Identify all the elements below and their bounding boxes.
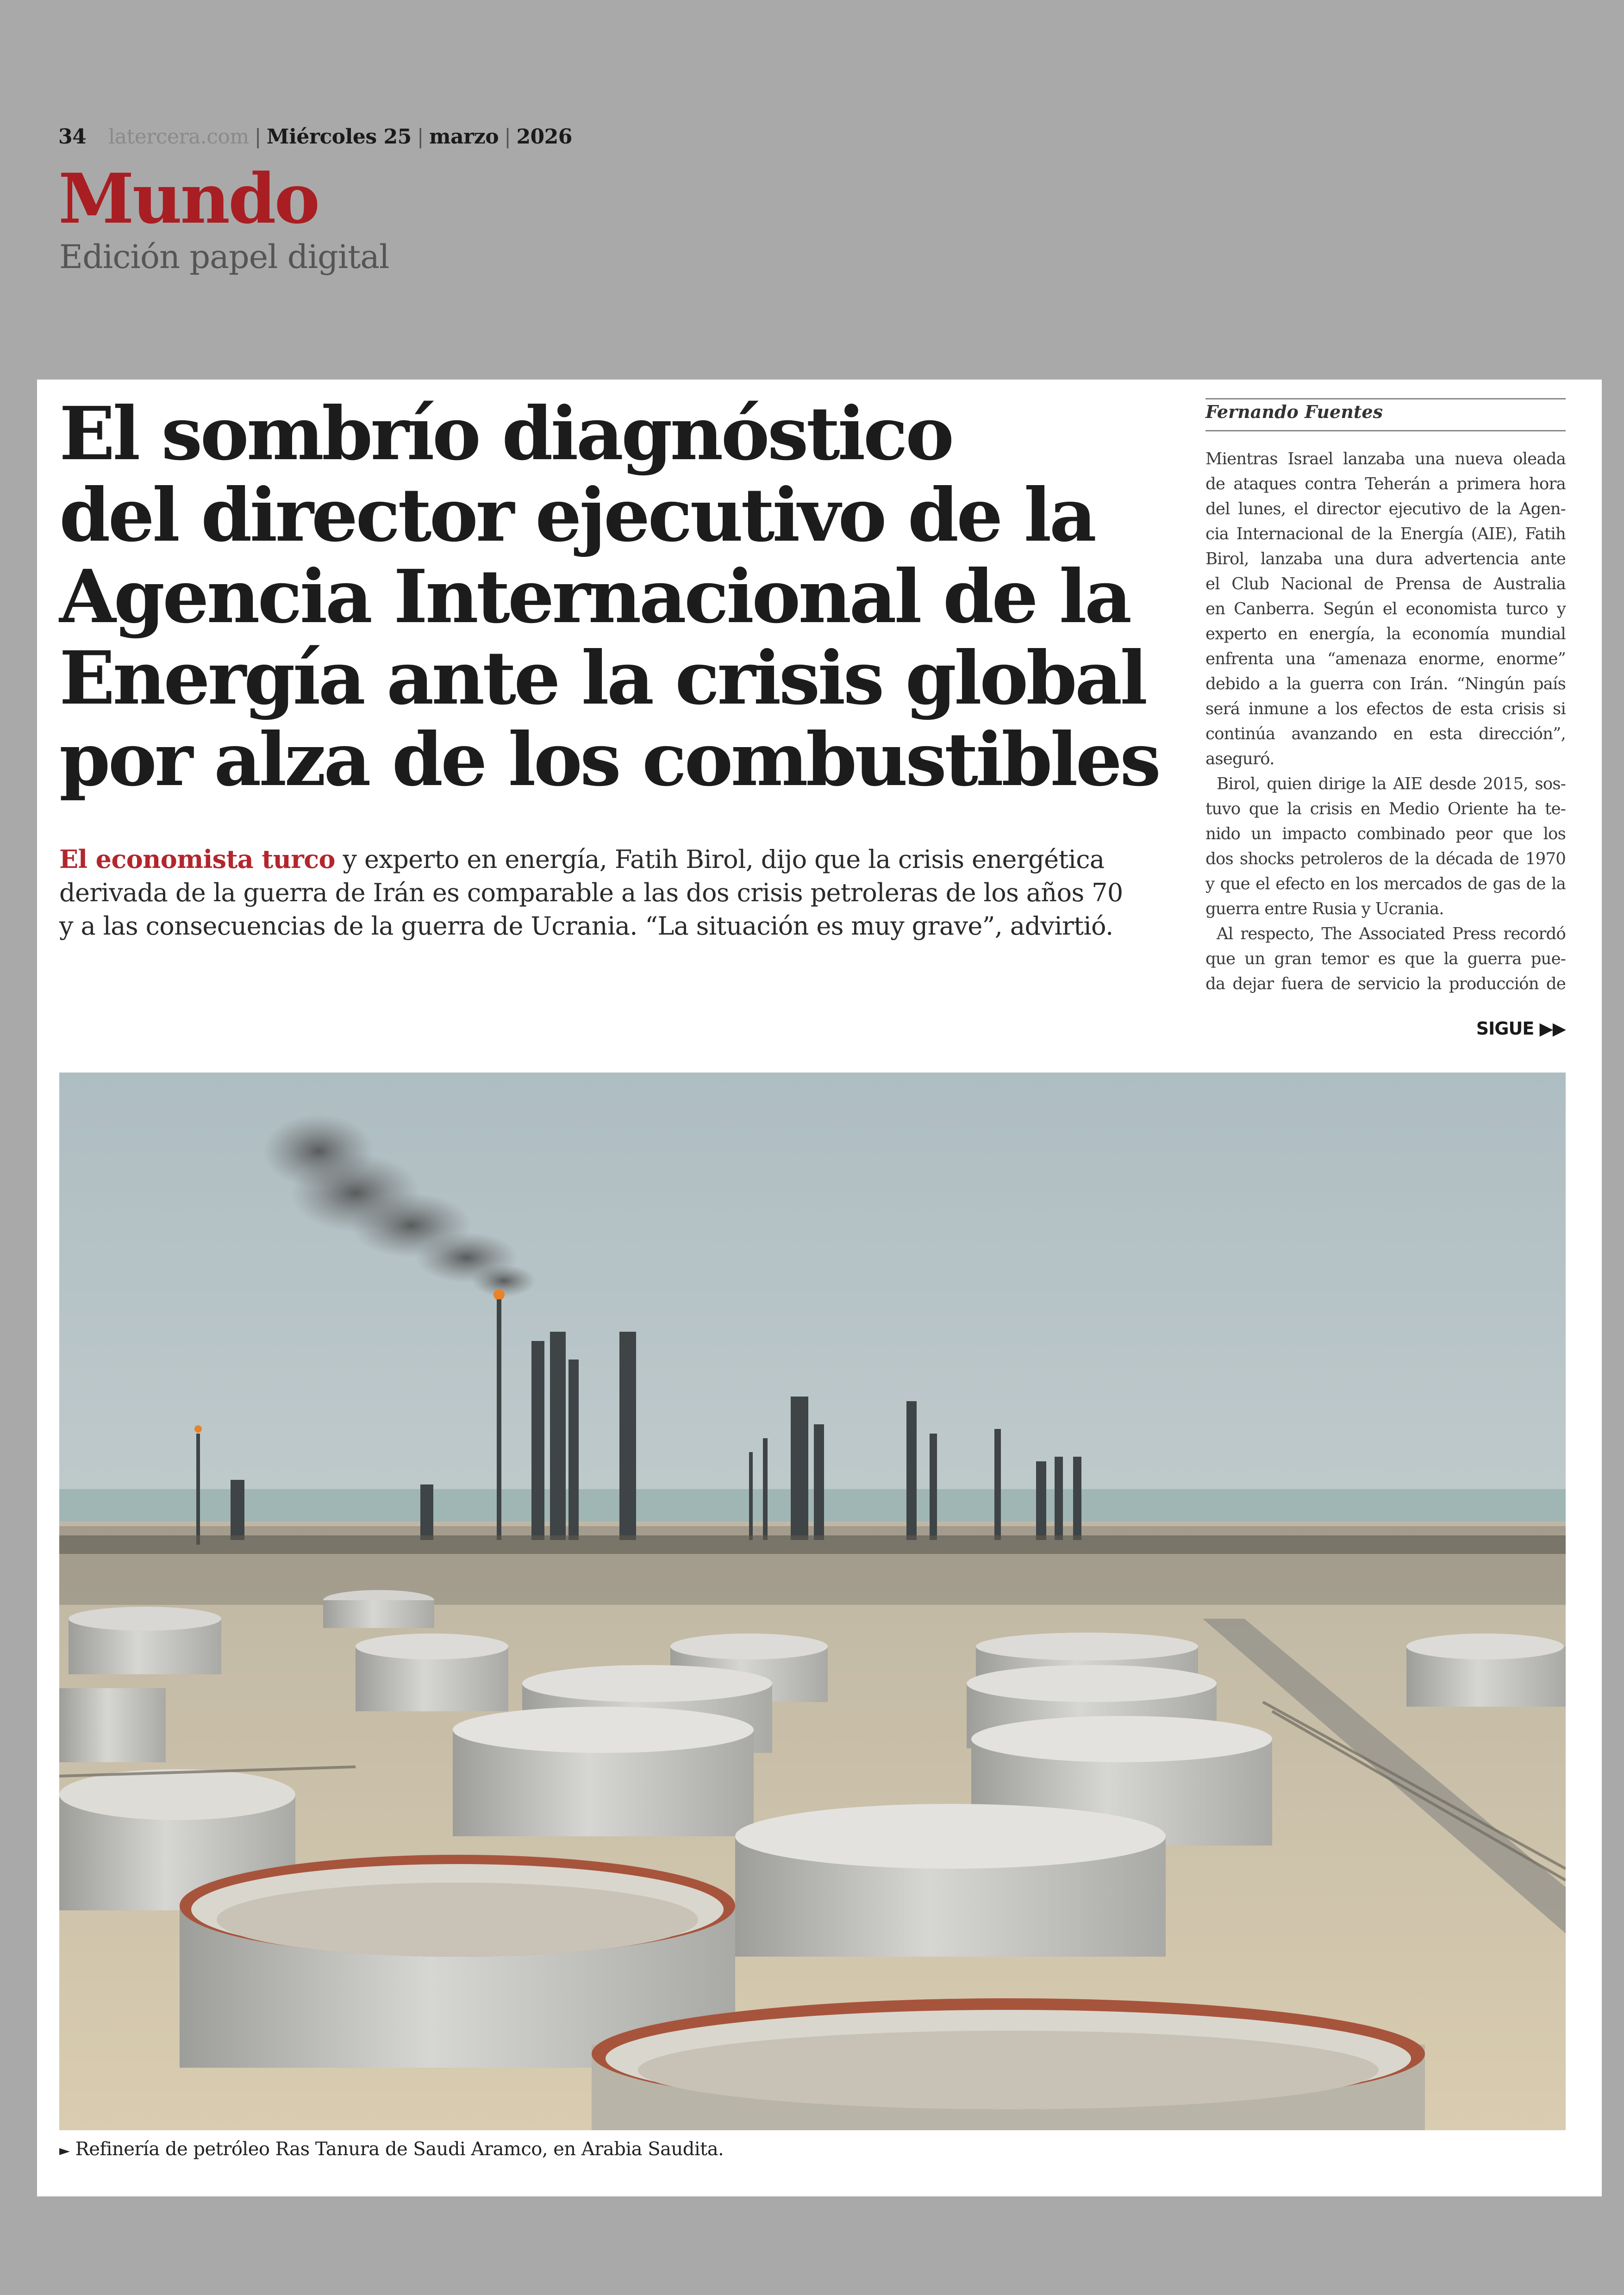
edition-label: Edición papel digital — [59, 238, 389, 276]
date-year: 2026 — [516, 125, 572, 149]
lead-text: y experto en energía, Fatih Birol, dijo que la crisis energética — [335, 845, 1105, 874]
lead-paragraph — [59, 842, 1180, 943]
body-line: debido a la guerra con Irán. “Ningún país — [1206, 674, 1566, 693]
body-line: Al respecto, The Associated Press recordó — [1217, 924, 1566, 943]
body-line: cia Internacional de la Energía (AIE), Fatih — [1206, 524, 1566, 543]
separator: | — [417, 125, 424, 149]
page-number: 34 — [58, 125, 87, 149]
article-panel — [37, 380, 1602, 2196]
body-line: tuvo que la crisis en Medio Oriente ha te- — [1206, 799, 1566, 818]
section-title: Mundo — [58, 158, 319, 239]
byline-block — [1206, 398, 1566, 431]
byline: Fernando Fuentes — [1206, 401, 1383, 422]
caption-text: Refinería de petróleo Ras Tanura de Saudi Aramco, en Arabia Saudita. — [75, 2139, 724, 2160]
date-weekday-day: Miércoles 25 — [266, 125, 412, 149]
body-line: del lunes, el director ejecutivo de la Agen- — [1206, 499, 1566, 518]
continue-link[interactable]: SIGUE ▶▶ — [1476, 1018, 1566, 1039]
page-header — [58, 125, 572, 149]
body-line: guerra entre Rusia y Ucrania. — [1206, 899, 1444, 918]
body-line: será inmune a los efectos de esta crisis si — [1206, 699, 1566, 718]
body-line: el Club Nacional de Prensa de Australia — [1206, 574, 1566, 593]
separator: | — [504, 125, 511, 149]
date-month: marzo — [429, 125, 499, 149]
photo-caption — [59, 2139, 724, 2160]
headline-line: Energía ante la crisis global — [59, 636, 1146, 721]
body-line: Mientras Israel lanzaba una nueva oleada — [1206, 449, 1566, 468]
body-line: Birol, lanzaba una dura advertencia ante — [1206, 549, 1566, 568]
lead-line — [59, 842, 1180, 876]
body-line: y que el efecto en los mercados de gas de la — [1206, 874, 1566, 893]
headline — [59, 393, 1189, 801]
refinery-photo — [59, 1073, 1566, 2130]
headline-line: Agencia Internacional de la — [59, 554, 1130, 640]
body-line: aseguró. — [1206, 749, 1274, 768]
body-text — [1206, 447, 1566, 997]
headline-line: El sombrío diagnóstico — [59, 391, 952, 477]
body-line: Birol, quien dirige la AIE desde 2015, sos- — [1217, 774, 1566, 793]
lead-line: y a las consecuencias de la guerra de Ucrania. “La situación es muy grave”, advirtió. — [59, 911, 1113, 941]
body-line: de ataques contra Teherán a primera hora — [1206, 474, 1566, 493]
caption-marker-icon: ► — [59, 2143, 70, 2159]
body-line: experto en energía, la economía mundial — [1206, 624, 1566, 643]
body-line: continúa avanzando en esta dirección”, — [1206, 724, 1566, 743]
lead-line: derivada de la guerra de Irán es comparable a las dos crisis petroleras de los años 70 — [59, 878, 1123, 907]
body-line: da dejar fuera de servicio la producción de — [1206, 974, 1566, 993]
body-line: nido un impacto combinado peor que los — [1206, 824, 1566, 843]
separator: | — [254, 125, 261, 149]
site-name[interactable]: latercera.com — [108, 125, 249, 149]
lead-kicker: El economista turco — [59, 844, 335, 874]
body-line: que un gran temor es que la guerra pue- — [1206, 949, 1566, 968]
headline-line: del director ejecutivo de la — [59, 473, 1095, 558]
headline-line: por alza de los combustibles — [59, 717, 1159, 803]
body-line: en Canberra. Según el economista turco y — [1206, 599, 1566, 618]
body-line: enfrenta una “amenaza enorme, enorme” — [1206, 649, 1566, 668]
body-line: dos shocks petroleros de la década de 1970 — [1206, 849, 1566, 868]
